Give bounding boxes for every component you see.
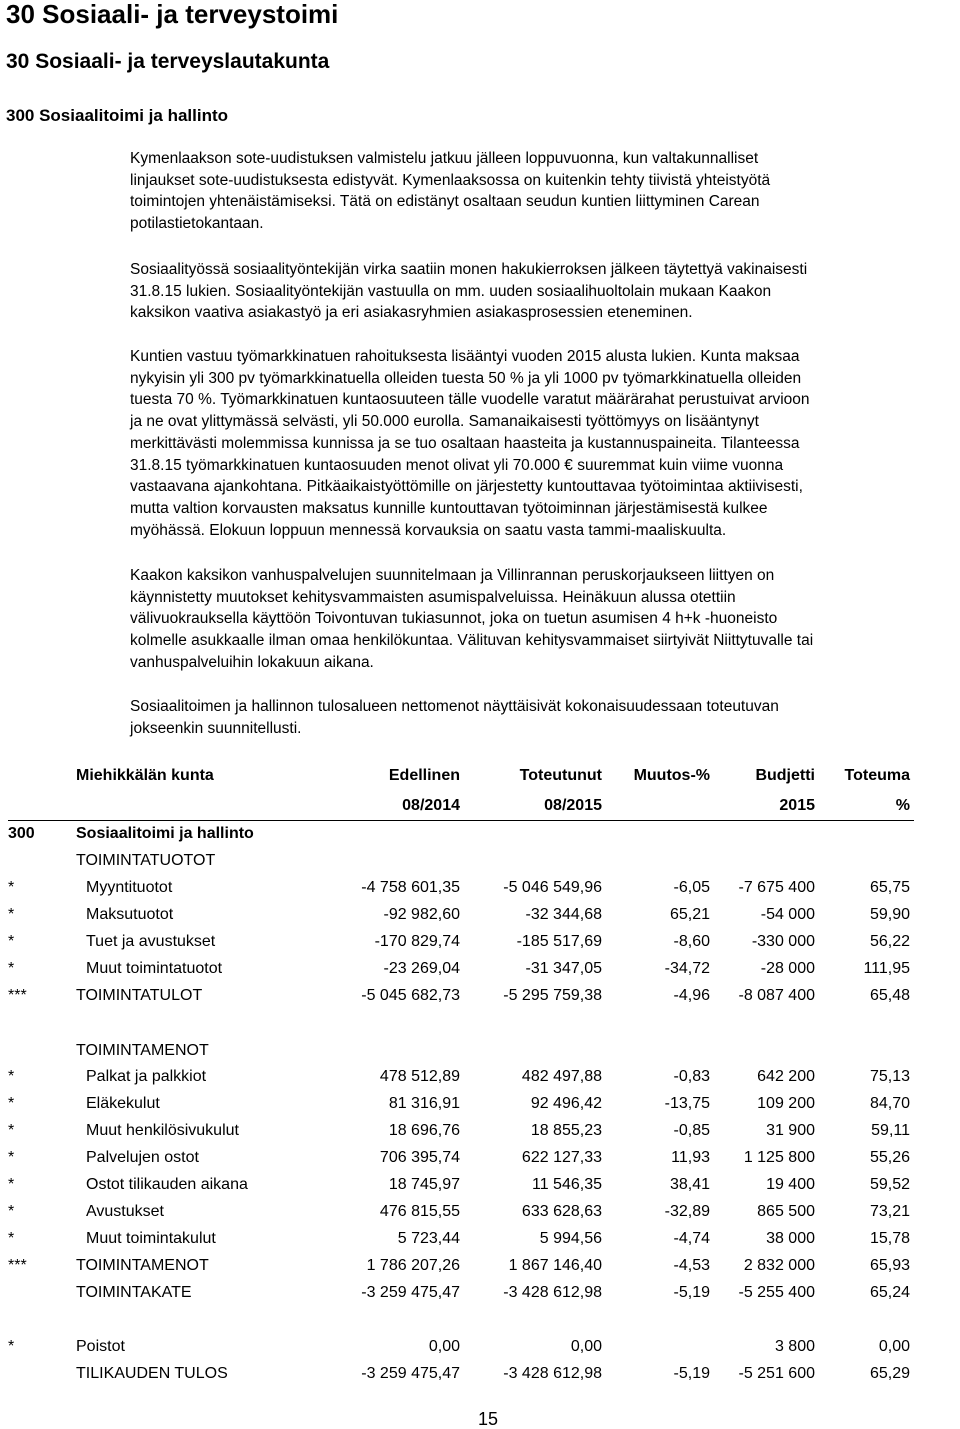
cell-change: -34,72	[664, 960, 710, 977]
cell-previous: -3 259 475,47	[361, 1365, 460, 1382]
row-label: TOIMINTATUOTOT	[76, 852, 216, 869]
cell-realization: 65,93	[869, 1257, 910, 1274]
cell-realization: 0,00	[878, 1338, 910, 1355]
row-label: Poistot	[76, 1338, 125, 1355]
cell-budget: 865 500	[757, 1203, 815, 1220]
text-line: linjaukset sote-uudistuksesta edistyvät. Kymenlaaksossa on kuitenkin tehty tiivistä yhteistyötä	[130, 171, 771, 189]
cell-previous: 18 696,76	[388, 1122, 460, 1139]
row-marker: *	[8, 1203, 15, 1220]
row-label: Palvelujen ostot	[86, 1149, 199, 1166]
row-label: TOIMINTAMENOT	[76, 1257, 209, 1274]
text-line: Kaakon kaksikon vanhuspalvelujen suunnitelmaan ja Villinrannan peruskorjaukseen liittyen on	[130, 567, 775, 584]
cell-actual: -3 428 612,98	[503, 1365, 602, 1382]
table-row	[0, 1335, 960, 1359]
cell-budget: -28 000	[760, 960, 815, 977]
text-line: 31.8.15 lukien. Sosiaalityöntekijän vastuulla on mm. uuden sosiaalihuoltolain mukaan Kaakon	[130, 282, 772, 300]
cell-budget: -330 000	[751, 933, 815, 950]
row-label: Sosiaalitoimi ja hallinto	[76, 825, 254, 842]
text-line: jokseenkin suunnitellusti.	[130, 719, 302, 737]
row-label: Muut toimintakulut	[86, 1230, 216, 1247]
cell-change: -4,96	[673, 987, 710, 1004]
row-label: TOIMINTAKATE	[76, 1284, 192, 1301]
cell-actual: -185 517,69	[516, 933, 602, 950]
cell-change: -8,60	[673, 933, 710, 950]
cell-change: -5,19	[673, 1365, 710, 1382]
cell-budget: 2 832 000	[743, 1257, 815, 1274]
row-label: Muut toimintatuotot	[86, 960, 223, 977]
cell-actual: -3 428 612,98	[503, 1284, 602, 1301]
row-label: Ostot tilikauden aikana	[86, 1176, 248, 1193]
text-line: välivuokrauksella käyttöön Toivontuvan tukiasunnot, joka on tuetun asumisen 4 h+k -huoneisto	[130, 610, 778, 628]
cell-realization: 55,26	[869, 1149, 910, 1166]
table-row	[0, 1146, 960, 1170]
cell-previous: -5 045 682,73	[361, 987, 460, 1004]
row-marker: *	[8, 906, 15, 923]
text-line: 31.8.15 työmarkkinatuen kuntaosuuden menot olivat yli 70.000 € suuremmat kuin viime vuonna	[130, 456, 784, 474]
cell-realization: 65,24	[869, 1284, 910, 1301]
cell-realization: 111,95	[863, 960, 910, 977]
cell-actual: 633 628,63	[521, 1203, 602, 1220]
cell-change: -6,05	[673, 879, 710, 896]
table-row	[0, 1039, 960, 1063]
cell-actual: 18 855,23	[530, 1122, 602, 1139]
cell-change: -13,75	[664, 1095, 710, 1112]
row-marker: *	[8, 1338, 15, 1355]
cell-actual: 482 497,88	[521, 1068, 602, 1085]
table-header-row	[0, 764, 960, 788]
cell-realization: 56,22	[869, 933, 910, 950]
row-marker: *	[8, 1068, 15, 1085]
subsection-title: 300 Sosiaalitoimi ja hallinto	[6, 106, 229, 125]
cell-budget: -54 000	[760, 906, 815, 923]
row-label: Eläkekulut	[86, 1095, 160, 1112]
cell-realization: 84,70	[869, 1095, 910, 1112]
header-actual-period: 08/2015	[544, 797, 602, 814]
row-marker: *	[8, 879, 15, 896]
cell-actual: 622 127,33	[521, 1149, 602, 1166]
row-marker: *	[8, 1122, 15, 1139]
page-number: 15	[478, 1409, 499, 1429]
row-marker: ***	[8, 1257, 27, 1274]
text-line: nykyisin yli 300 pv työmarkkinatuella olleiden tuesta 50 % ja yli 1000 pv työmarkkinatuella olleiden	[130, 369, 802, 387]
cell-budget: -8 087 400	[738, 987, 815, 1004]
row-label: Myyntituotot	[86, 879, 173, 896]
table-row	[0, 1227, 960, 1251]
cell-change: -4,74	[673, 1230, 710, 1247]
row-label: TOIMINTATULOT	[76, 987, 203, 1004]
cell-actual: -5 046 549,96	[503, 879, 602, 896]
cell-budget: 642 200	[757, 1068, 815, 1085]
text-line: Kymenlaakson sote-uudistuksen valmistelu jatkuu jälleen loppuvuonna, kun valtakunnalliset	[130, 150, 759, 167]
text-line: Sosiaalitoimen ja hallinnon tulosalueen nettomenot näyttäisivät kokonaisuudessaan toteutuvan	[130, 698, 779, 715]
header-budget-year: 2015	[779, 797, 815, 814]
table-row	[0, 1092, 960, 1116]
cell-budget: 31 900	[766, 1122, 815, 1139]
cell-actual: -32 344,68	[525, 906, 602, 923]
cell-actual: 11 546,35	[532, 1176, 602, 1193]
cell-realization: 65,48	[869, 987, 910, 1004]
row-marker: 300	[8, 825, 35, 842]
row-label: TILIKAUDEN TULOS	[76, 1365, 228, 1382]
table-row	[0, 930, 960, 954]
table-row	[0, 849, 960, 873]
paragraph-sote	[130, 148, 960, 235]
table-row	[0, 1362, 960, 1386]
cell-realization: 59,52	[869, 1176, 910, 1193]
row-label: Muut henkilösivukulut	[86, 1122, 239, 1139]
cell-change: 38,41	[669, 1176, 710, 1193]
text-line: potilastietokantaan.	[130, 215, 264, 233]
cell-budget: 1 125 800	[743, 1149, 815, 1166]
cell-budget: 3 800	[774, 1338, 815, 1355]
row-marker: *	[8, 960, 15, 977]
table-row	[0, 903, 960, 927]
paragraph-sosiaalityo	[130, 259, 960, 324]
table-row	[0, 876, 960, 900]
row-marker: *	[8, 1176, 15, 1193]
row-marker: *	[8, 1149, 15, 1166]
cell-actual: 1 867 146,40	[508, 1257, 602, 1274]
text-line: vastaavana ajankohtana. Pitkäaikaistyöttömille on järjestetty kuntouttavaa työtoimintaa aktiivisesti,	[130, 478, 803, 496]
text-line: Kuntien vastuu työmarkkinatuen rahoituksesta lisääntyi vuoden 2015 alusta lukien. Kunta maksaa	[130, 348, 800, 365]
cell-change: 65,21	[669, 906, 710, 923]
text-line: mutta valtion korvausten maksatus kunnille kuntouttavan työtoiminnan järjestämisestä kulkee	[130, 499, 768, 517]
table-row	[0, 984, 960, 1008]
cell-budget: -7 675 400	[738, 879, 815, 896]
paragraph-vanhuspalvelut	[130, 565, 960, 674]
cell-budget: 38 000	[766, 1230, 815, 1247]
text-line: myöhässä. Elokuun loppuun mennessä korvauksia on saatu vasta tammi-maaliskuulta.	[130, 521, 727, 539]
text-line: käynnistetty muutokset kehitysvammaisten asumispalveluissa. Heinäkuun alussa otettiin	[130, 588, 736, 606]
header-previous: Edellinen	[388, 767, 460, 784]
text-line: toimintojen yhtenäistämiseksi. Tätä on edistänyt osaltaan seudun kuntien liittyminen Carean	[130, 193, 760, 211]
cell-previous: -4 758 601,35	[361, 879, 460, 896]
cell-realization: 65,75	[869, 879, 910, 896]
row-label: Avustukset	[86, 1203, 164, 1220]
cell-previous: 1 786 207,26	[366, 1257, 460, 1274]
section-title: 30 Sosiaali- ja terveyslautakunta	[6, 50, 330, 73]
cell-previous: 5 723,44	[397, 1230, 460, 1247]
cell-realization: 59,11	[871, 1122, 910, 1139]
table-row	[0, 822, 960, 846]
table-row	[0, 1173, 960, 1197]
cell-change: -4,53	[673, 1257, 710, 1274]
header-actual: Toteutunut	[519, 767, 602, 784]
cell-previous: 18 745,97	[388, 1176, 460, 1193]
table-row	[0, 1281, 960, 1305]
cell-budget: 109 200	[757, 1095, 815, 1112]
row-marker: ***	[8, 987, 27, 1004]
cell-change: -32,89	[664, 1203, 710, 1220]
cell-actual: 92 496,42	[530, 1095, 602, 1112]
cell-previous: 706 395,74	[379, 1149, 460, 1166]
cell-previous: -23 269,04	[383, 960, 460, 977]
header-municipality: Miehikkälän kunta	[76, 767, 214, 784]
table-row	[0, 1254, 960, 1278]
cell-realization: 73,21	[869, 1203, 910, 1220]
page-title: 30 Sosiaali- ja terveystoimi	[6, 0, 339, 29]
cell-previous: 81 316,91	[388, 1095, 460, 1112]
cell-change: -0,85	[673, 1122, 710, 1139]
cell-realization: 65,29	[869, 1365, 910, 1382]
cell-previous: 476 815,55	[379, 1203, 460, 1220]
row-marker: *	[8, 1095, 15, 1112]
row-label: Palkat ja palkkiot	[86, 1068, 207, 1085]
table-row	[0, 1065, 960, 1089]
text-line: vanhuspalveluihin lokakuun aikana.	[130, 653, 374, 671]
cell-change: -5,19	[673, 1284, 710, 1301]
cell-previous: 0,00	[428, 1338, 460, 1355]
header-realization: Toteuma	[844, 767, 910, 784]
cell-realization: 59,90	[869, 906, 910, 923]
paragraph-tyomarkkinatuki	[130, 346, 960, 541]
text-line: kolmelle asukkaalle ilman omaa henkilökuntaa. Välituvan kehitysvammaiset siirtyivät Niittytuvalle tai	[130, 632, 814, 650]
table-subheader-row	[0, 794, 960, 818]
cell-actual: -5 295 759,38	[503, 987, 602, 1004]
row-label: Tuet ja avustukset	[86, 933, 216, 950]
row-label: Maksutuotot	[86, 906, 174, 923]
text-line: kaksikon vaativa asiakastyö ja eri asiakasryhmien asiakasprosessien eteneminen.	[130, 304, 693, 322]
text-line: ja ne ovat ylittymässä selvästi, yli 50.000 eurolla. Samanaikaisesti työttömyys on lisääntynyt	[130, 413, 759, 431]
cell-change: 11,93	[671, 1149, 710, 1166]
cell-budget: -5 251 600	[738, 1365, 815, 1382]
header-change: Muutos-%	[633, 767, 710, 784]
header-divider	[8, 820, 914, 821]
table-row	[0, 1119, 960, 1143]
cell-change: -0,83	[673, 1068, 710, 1085]
cell-budget: -5 255 400	[738, 1284, 815, 1301]
row-marker: *	[8, 1230, 15, 1247]
cell-realization: 15,78	[869, 1230, 910, 1247]
header-previous-period: 08/2014	[402, 797, 460, 814]
text-line: merkittävästi molemmissa kunnissa ja se tuo osaltaan haasteita ja kustannuspaineita. Tilanteessa	[130, 434, 800, 452]
cell-actual: 0,00	[570, 1338, 602, 1355]
cell-actual: 5 994,56	[539, 1230, 602, 1247]
cell-previous: -3 259 475,47	[361, 1284, 460, 1301]
cell-actual: -31 347,05	[525, 960, 602, 977]
text-line: Sosiaalityössä sosiaalityöntekijän virka saatiin monen hakukierroksen jälkeen täytettyä vakinaisesti	[130, 261, 808, 278]
cell-previous: -92 982,60	[383, 906, 460, 923]
table-row	[0, 957, 960, 981]
cell-previous: 478 512,89	[379, 1068, 460, 1085]
cell-previous: -170 829,74	[374, 933, 460, 950]
text-line: tuesta 70 %. Työmarkkinatuen kuntaosuuteen tälle vuodelle varatut määrärahat perustuivat arvioon	[130, 391, 810, 409]
cell-budget: 19 400	[766, 1176, 815, 1193]
paragraph-yhteenveto	[130, 696, 960, 739]
row-label: TOIMINTAMENOT	[76, 1042, 209, 1059]
header-percent: %	[895, 797, 910, 814]
table-row	[0, 1200, 960, 1224]
row-marker: *	[8, 933, 15, 950]
header-budget: Budjetti	[755, 767, 815, 784]
cell-realization: 75,13	[869, 1068, 910, 1085]
